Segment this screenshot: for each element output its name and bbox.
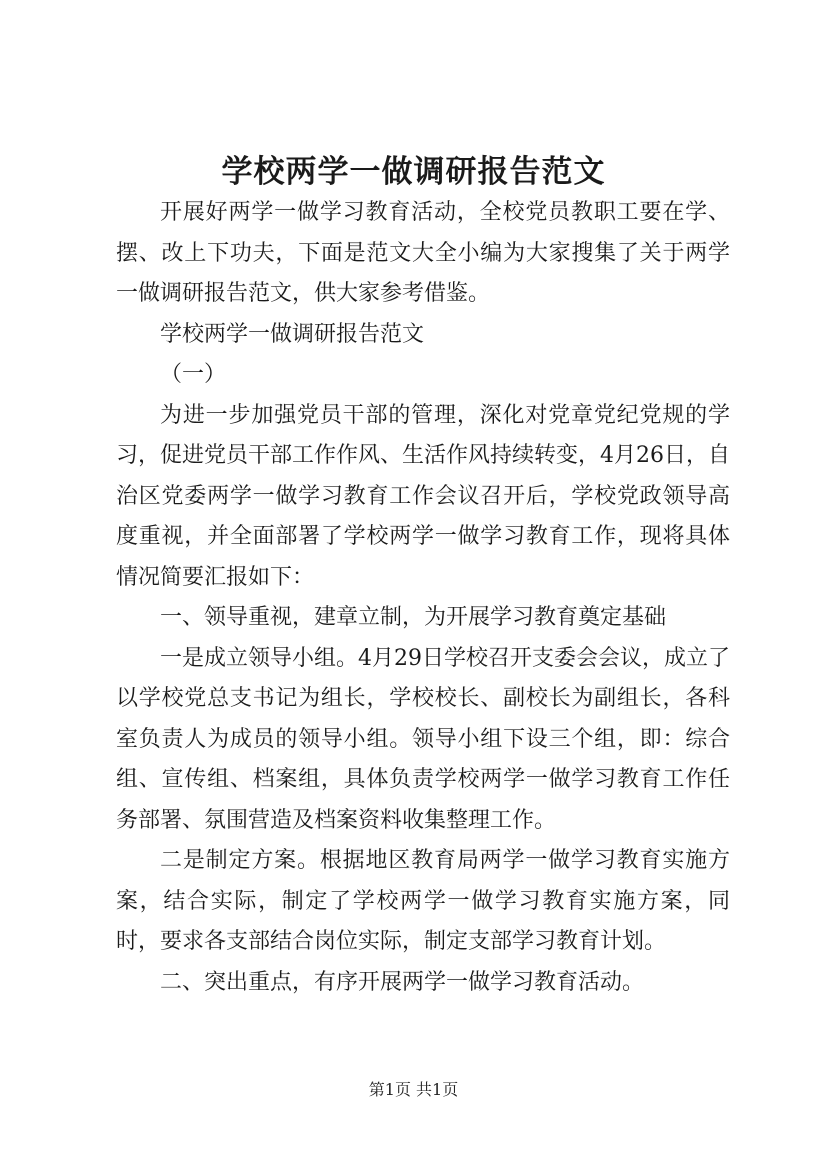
paragraph-section-number: （一） [160, 362, 227, 387]
paragraph-plan: 二是制定方案。根据地区教育局两学一做学习教育实施方案，结合实际，制定了学校两学一做学习教育实施方案，同时，要求各支部结合岗位实际，制定支部学习教育计划。 [116, 848, 730, 954]
paragraph-leadership-group: 一是成立领导小组。4月29日学校召开支委会会议，成立了以学校党总支书记为组长，学校校长、副校长为副组长，各科室负责人为成员的领导小组。领导小组下设三个组，即：综合组、宣传组、档案组，具体负责学校两学一做学习教育工作任务部署、氛围营造及档案资料收集整理工作。 [116, 645, 730, 833]
page-footer: 第1页 共1页 [368, 1080, 459, 1099]
section-heading-1: 一、领导重视，建章立制，为开展学习教育奠定基础 [160, 605, 667, 630]
section-heading-2: 二、突出重点，有序开展两学一做学习教育活动。 [160, 969, 645, 995]
document-body [116, 193, 730, 1003]
paragraph-subtitle: 学校两学一做调研报告范文 [160, 321, 425, 347]
paragraph-intro: 开展好两学一做学习教育活动，全校党员教职工要在学、摆、改上下功夫，下面是范文大全小编为大家搜集了关于两学一做调研报告范文，供大家参考借鉴。 [116, 200, 730, 306]
document-title: 学校两学一做调研报告范文 [221, 154, 606, 190]
paragraph-background: 为进一步加强党员干部的管理，深化对党章党纪党规的学习，促进党员干部工作作风、生活作风持续转变，4月26日，自治区党委两学一做学习教育工作会议召开后，学校党政领导高度重视，并全面部署了学校两学一做学习教育工作，现将具体情况简要汇报如下： [116, 402, 730, 590]
